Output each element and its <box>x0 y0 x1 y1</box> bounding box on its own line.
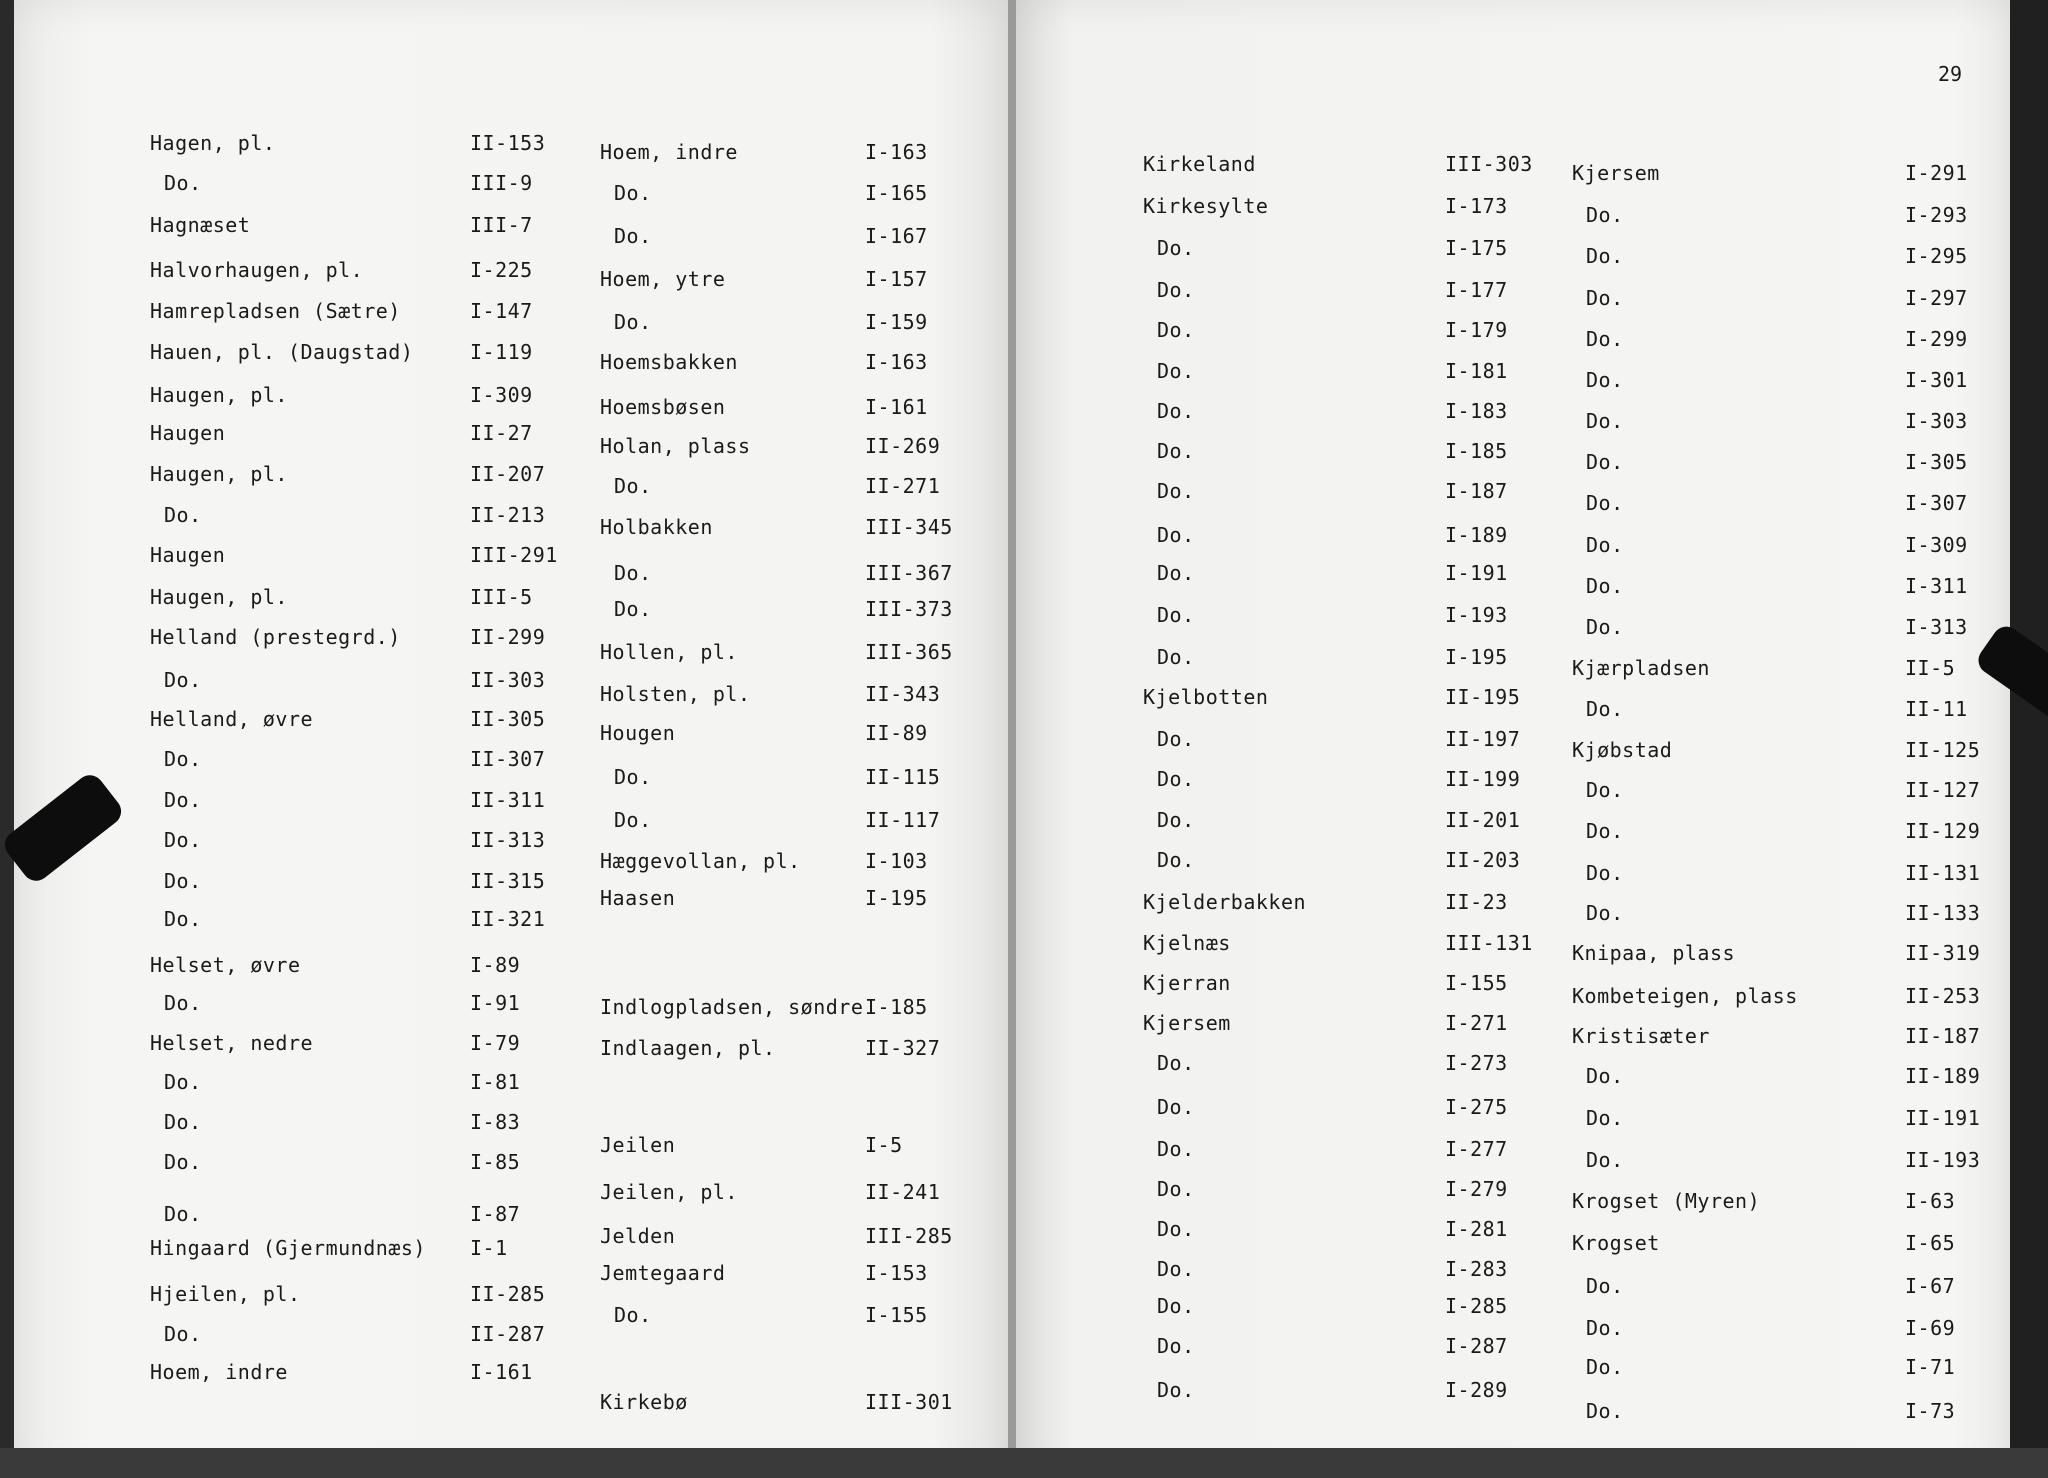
entry-name: Do. <box>1586 327 1624 351</box>
entry-reference: I-161 <box>865 395 928 419</box>
entry-reference: I-291 <box>1905 161 1968 185</box>
entry-name: Do. <box>1157 1051 1195 1075</box>
entry-name: Kjelderbakken <box>1143 890 1307 914</box>
entry-name: Kirkebø <box>600 1390 688 1414</box>
entry-name: Do. <box>164 1110 202 1134</box>
entry-reference: I-295 <box>1905 244 1968 268</box>
entry-name: Hoem, indre <box>150 1360 288 1384</box>
entry-reference: I-79 <box>470 1031 521 1055</box>
entry-name: Jelden <box>600 1224 676 1248</box>
entry-name: Do. <box>164 869 202 893</box>
entry-reference: I-191 <box>1445 561 1508 585</box>
entry-reference: I-67 <box>1905 1274 1956 1298</box>
entry-reference: III-345 <box>865 515 953 539</box>
entry-reference: I-309 <box>1905 533 1968 557</box>
entry-reference: I-65 <box>1905 1231 1956 1255</box>
entry-name: Do. <box>614 597 652 621</box>
entry-name: Do. <box>1586 491 1624 515</box>
entry-reference: I-193 <box>1445 603 1508 627</box>
entry-reference: I-279 <box>1445 1177 1508 1201</box>
entry-reference: III-367 <box>865 561 953 585</box>
entry-reference: II-285 <box>470 1282 546 1306</box>
entry-reference: II-203 <box>1445 848 1521 872</box>
entry-reference: I-307 <box>1905 491 1968 515</box>
entry-name: Helland (prestegrd.) <box>150 625 401 649</box>
entry-name: Kirkeland <box>1143 152 1256 176</box>
entry-name: Do. <box>1586 1274 1624 1298</box>
entry-name: Holsten, pl. <box>600 682 751 706</box>
entry-reference: II-207 <box>470 462 546 486</box>
entry-name: Do. <box>164 1322 202 1346</box>
entry-reference: II-321 <box>470 907 546 931</box>
entry-name: Hougen <box>600 721 676 745</box>
entry-reference: I-285 <box>1445 1294 1508 1318</box>
entry-reference: I-189 <box>1445 523 1508 547</box>
entry-name: Do. <box>1157 318 1195 342</box>
entry-name: Kjerran <box>1143 971 1231 995</box>
entry-reference: II-307 <box>470 747 546 771</box>
entry-name: Kjelnæs <box>1143 931 1231 955</box>
entry-name: Do. <box>1586 286 1624 310</box>
entry-name: Do. <box>1157 1334 1195 1358</box>
entry-name: Hoem, indre <box>600 140 738 164</box>
entry-reference: I-301 <box>1905 368 1968 392</box>
entry-name: Do. <box>164 828 202 852</box>
entry-name: Krogset (Myren) <box>1572 1189 1761 1213</box>
entry-reference: II-311 <box>470 788 546 812</box>
entry-reference: I-185 <box>1445 439 1508 463</box>
entry-name: Do. <box>164 747 202 771</box>
entry-reference: I-289 <box>1445 1378 1508 1402</box>
entry-name: Do. <box>1586 1148 1624 1172</box>
entry-name: Hæggevollan, pl. <box>600 849 801 873</box>
entry-reference: I-81 <box>470 1070 521 1094</box>
entry-name: Do. <box>164 1070 202 1094</box>
entry-name: Kjersem <box>1143 1011 1231 1035</box>
entry-name: Do. <box>1586 574 1624 598</box>
entry-name: Do. <box>614 474 652 498</box>
entry-name: Do. <box>1586 533 1624 557</box>
entry-name: Hamrepladsen (Sætre) <box>150 299 401 323</box>
entry-reference: I-287 <box>1445 1334 1508 1358</box>
entry-reference: II-189 <box>1905 1064 1981 1088</box>
entry-reference: I-73 <box>1905 1399 1956 1423</box>
entry-name: Indlaagen, pl. <box>600 1036 776 1060</box>
entry-name: Do. <box>1157 1294 1195 1318</box>
entry-reference: I-167 <box>865 224 928 248</box>
entry-reference: II-191 <box>1905 1106 1981 1130</box>
entry-name: Do. <box>1157 1378 1195 1402</box>
entry-reference: I-187 <box>1445 479 1508 503</box>
entry-reference: I-303 <box>1905 409 1968 433</box>
entry-name: Do. <box>1586 1106 1624 1130</box>
entry-name: Do. <box>1586 1355 1624 1379</box>
entry-reference: I-311 <box>1905 574 1968 598</box>
entry-reference: II-287 <box>470 1322 546 1346</box>
entry-name: Do. <box>1157 645 1195 669</box>
entry-reference: I-309 <box>470 383 533 407</box>
entry-reference: I-1 <box>470 1236 508 1260</box>
entry-reference: II-133 <box>1905 901 1981 925</box>
entry-reference: II-125 <box>1905 738 1981 762</box>
entry-name: Do. <box>1586 244 1624 268</box>
entry-reference: I-87 <box>470 1202 521 1226</box>
entry-reference: I-5 <box>865 1133 903 1157</box>
entry-reference: II-187 <box>1905 1024 1981 1048</box>
entry-name: Hoemsbøsen <box>600 395 726 419</box>
entry-name: Hagnæset <box>150 213 251 237</box>
entry-reference: III-373 <box>865 597 953 621</box>
entry-reference: III-7 <box>470 213 533 237</box>
entry-reference: II-193 <box>1905 1148 1981 1172</box>
entry-name: Do. <box>1157 399 1195 423</box>
entry-name: Hoem, ytre <box>600 267 726 291</box>
entry-reference: II-117 <box>865 808 941 832</box>
entry-name: Kombeteigen, plass <box>1572 984 1798 1008</box>
entry-reference: III-5 <box>470 585 533 609</box>
entry-reference: I-159 <box>865 310 928 334</box>
entry-name: Do. <box>1157 523 1195 547</box>
entry-name: Haugen, pl. <box>150 462 288 486</box>
entry-name: Do. <box>1157 236 1195 260</box>
entry-reference: II-253 <box>1905 984 1981 1008</box>
entry-reference: III-301 <box>865 1390 953 1414</box>
entry-reference: II-303 <box>470 668 546 692</box>
entry-name: Do. <box>1586 1399 1624 1423</box>
entry-name: Do. <box>1586 901 1624 925</box>
entry-name: Hingaard (Gjermundnæs) <box>150 1236 426 1260</box>
entry-reference: II-319 <box>1905 941 1981 965</box>
entry-reference: II-313 <box>470 828 546 852</box>
entry-name: Do. <box>1157 479 1195 503</box>
entry-name: Kjærpladsen <box>1572 656 1710 680</box>
bottom-edge <box>0 1448 2048 1478</box>
entry-reference: II-23 <box>1445 890 1508 914</box>
entry-name: Do. <box>614 765 652 789</box>
entry-name: Haugen, pl. <box>150 383 288 407</box>
entry-name: Helland, øvre <box>150 707 314 731</box>
entry-name: Do. <box>1157 1137 1195 1161</box>
entry-name: Do. <box>1157 1217 1195 1241</box>
entry-reference: I-299 <box>1905 327 1968 351</box>
entry-reference: II-213 <box>470 503 546 527</box>
entry-reference: I-153 <box>865 1261 928 1285</box>
entry-name: Haasen <box>600 886 676 910</box>
entry-reference: II-11 <box>1905 697 1968 721</box>
entry-reference: I-155 <box>865 1303 928 1327</box>
entry-reference: I-157 <box>865 267 928 291</box>
entry-reference: I-305 <box>1905 450 1968 474</box>
entry-name: Do. <box>614 561 652 585</box>
entry-reference: I-119 <box>470 340 533 364</box>
entry-reference: I-313 <box>1905 615 1968 639</box>
entry-reference: II-327 <box>865 1036 941 1060</box>
entry-name: Do. <box>1586 615 1624 639</box>
entry-reference: II-5 <box>1905 656 1956 680</box>
entry-name: Jeilen, pl. <box>600 1180 738 1204</box>
entry-name: Do. <box>1586 1064 1624 1088</box>
entry-reference: II-129 <box>1905 819 1981 843</box>
entry-reference: II-271 <box>865 474 941 498</box>
entry-reference: II-305 <box>470 707 546 731</box>
entry-name: Haugen <box>150 543 226 567</box>
entry-name: Indlogpladsen, søndre <box>600 995 864 1019</box>
entry-name: Do. <box>164 991 202 1015</box>
entry-reference: I-83 <box>470 1110 521 1134</box>
entry-name: Hoemsbakken <box>600 350 738 374</box>
entry-reference: I-195 <box>1445 645 1508 669</box>
entry-reference: II-299 <box>470 625 546 649</box>
entry-reference: II-195 <box>1445 685 1521 709</box>
entry-reference: I-195 <box>865 886 928 910</box>
entry-reference: III-365 <box>865 640 953 664</box>
entry-reference: I-173 <box>1445 194 1508 218</box>
entry-name: Jemtegaard <box>600 1261 726 1285</box>
entry-reference: II-89 <box>865 721 928 745</box>
entry-name: Hjeilen, pl. <box>150 1282 301 1306</box>
entry-reference: I-271 <box>1445 1011 1508 1035</box>
entry-reference: I-175 <box>1445 236 1508 260</box>
entry-name: Do. <box>1157 278 1195 302</box>
entry-name: Do. <box>164 668 202 692</box>
entry-reference: I-293 <box>1905 203 1968 227</box>
entry-reference: I-185 <box>865 995 928 1019</box>
page-edge <box>2010 0 2048 1478</box>
entry-name: Do. <box>1586 368 1624 392</box>
entry-reference: I-225 <box>470 258 533 282</box>
entry-name: Do. <box>1586 203 1624 227</box>
entry-name: Do. <box>1157 561 1195 585</box>
entry-reference: I-179 <box>1445 318 1508 342</box>
entry-reference: II-199 <box>1445 767 1521 791</box>
entry-name: Knipaa, plass <box>1572 941 1736 965</box>
entry-reference: II-127 <box>1905 778 1981 802</box>
entry-name: Hollen, pl. <box>600 640 738 664</box>
entry-reference: II-343 <box>865 682 941 706</box>
entry-name: Do. <box>1586 861 1624 885</box>
entry-reference: III-9 <box>470 171 533 195</box>
entry-reference: II-201 <box>1445 808 1521 832</box>
entry-name: Kristisæter <box>1572 1024 1710 1048</box>
entry-name: Do. <box>1157 1257 1195 1281</box>
entry-reference: I-181 <box>1445 359 1508 383</box>
entry-reference: I-177 <box>1445 278 1508 302</box>
entry-name: Do. <box>1157 808 1195 832</box>
entry-reference: I-163 <box>865 350 928 374</box>
entry-reference: I-85 <box>470 1150 521 1174</box>
entry-reference: I-281 <box>1445 1217 1508 1241</box>
entry-name: Haugen, pl. <box>150 585 288 609</box>
entry-name: Do. <box>1586 819 1624 843</box>
entry-reference: I-165 <box>865 181 928 205</box>
entry-name: Helset, nedre <box>150 1031 314 1055</box>
entry-name: Do. <box>1157 848 1195 872</box>
entry-name: Do. <box>1586 409 1624 433</box>
entry-name: Holbakken <box>600 515 713 539</box>
entry-name: Halvorhaugen, pl. <box>150 258 364 282</box>
entry-name: Do. <box>1157 439 1195 463</box>
entry-reference: II-131 <box>1905 861 1981 885</box>
entry-name: Do. <box>164 171 202 195</box>
entry-name: Krogset <box>1572 1231 1660 1255</box>
entry-name: Do. <box>1157 1177 1195 1201</box>
entry-reference: I-297 <box>1905 286 1968 310</box>
entry-name: Kjelbotten <box>1143 685 1269 709</box>
entry-name: Do. <box>614 224 652 248</box>
entry-name: Do. <box>614 181 652 205</box>
book-gutter <box>1008 0 1016 1478</box>
entry-reference: I-91 <box>470 991 521 1015</box>
entry-name: Haugen <box>150 421 226 445</box>
entry-reference: II-315 <box>470 869 546 893</box>
entry-reference: I-183 <box>1445 399 1508 423</box>
entry-reference: II-269 <box>865 434 941 458</box>
entry-reference: I-71 <box>1905 1355 1956 1379</box>
entry-name: Do. <box>614 808 652 832</box>
entry-name: Hauen, pl. (Daugstad) <box>150 340 414 364</box>
entry-reference: I-283 <box>1445 1257 1508 1281</box>
entry-reference: II-153 <box>470 131 546 155</box>
entry-reference: I-163 <box>865 140 928 164</box>
entry-name: Do. <box>164 1150 202 1174</box>
entry-reference: I-275 <box>1445 1095 1508 1119</box>
entry-reference: I-63 <box>1905 1189 1956 1213</box>
entry-reference: I-103 <box>865 849 928 873</box>
entry-reference: I-161 <box>470 1360 533 1384</box>
entry-name: Do. <box>1157 767 1195 791</box>
entry-reference: I-277 <box>1445 1137 1508 1161</box>
entry-name: Do. <box>1157 1095 1195 1119</box>
entry-name: Do. <box>164 1202 202 1226</box>
entry-name: Do. <box>614 1303 652 1327</box>
entry-name: Do. <box>1586 1316 1624 1340</box>
entry-reference: III-131 <box>1445 931 1533 955</box>
entry-reference: I-155 <box>1445 971 1508 995</box>
entry-name: Do. <box>164 788 202 812</box>
entry-name: Do. <box>1157 359 1195 383</box>
entry-name: Do. <box>1157 603 1195 627</box>
entry-name: Hagen, pl. <box>150 131 276 155</box>
entry-name: Helset, øvre <box>150 953 301 977</box>
entry-reference: III-303 <box>1445 152 1533 176</box>
entry-reference: III-285 <box>865 1224 953 1248</box>
entry-reference: II-115 <box>865 765 941 789</box>
entry-reference: II-197 <box>1445 727 1521 751</box>
entry-name: Do. <box>1157 727 1195 751</box>
entry-name: Do. <box>1586 778 1624 802</box>
entry-reference: III-291 <box>470 543 558 567</box>
entry-reference: I-69 <box>1905 1316 1956 1340</box>
entry-name: Kjersem <box>1572 161 1660 185</box>
page-number: 29 <box>1938 62 1963 86</box>
entry-name: Kjøbstad <box>1572 738 1673 762</box>
entry-name: Do. <box>1586 450 1624 474</box>
entry-reference: II-27 <box>470 421 533 445</box>
entry-name: Do. <box>614 310 652 334</box>
entry-reference: I-273 <box>1445 1051 1508 1075</box>
entry-reference: I-147 <box>470 299 533 323</box>
entry-name: Holan, plass <box>600 434 751 458</box>
entry-name: Do. <box>164 503 202 527</box>
entry-name: Do. <box>164 907 202 931</box>
entry-reference: I-89 <box>470 953 521 977</box>
entry-reference: II-241 <box>865 1180 941 1204</box>
entry-name: Jeilen <box>600 1133 676 1157</box>
entry-name: Kirkesylte <box>1143 194 1269 218</box>
entry-name: Do. <box>1586 697 1624 721</box>
